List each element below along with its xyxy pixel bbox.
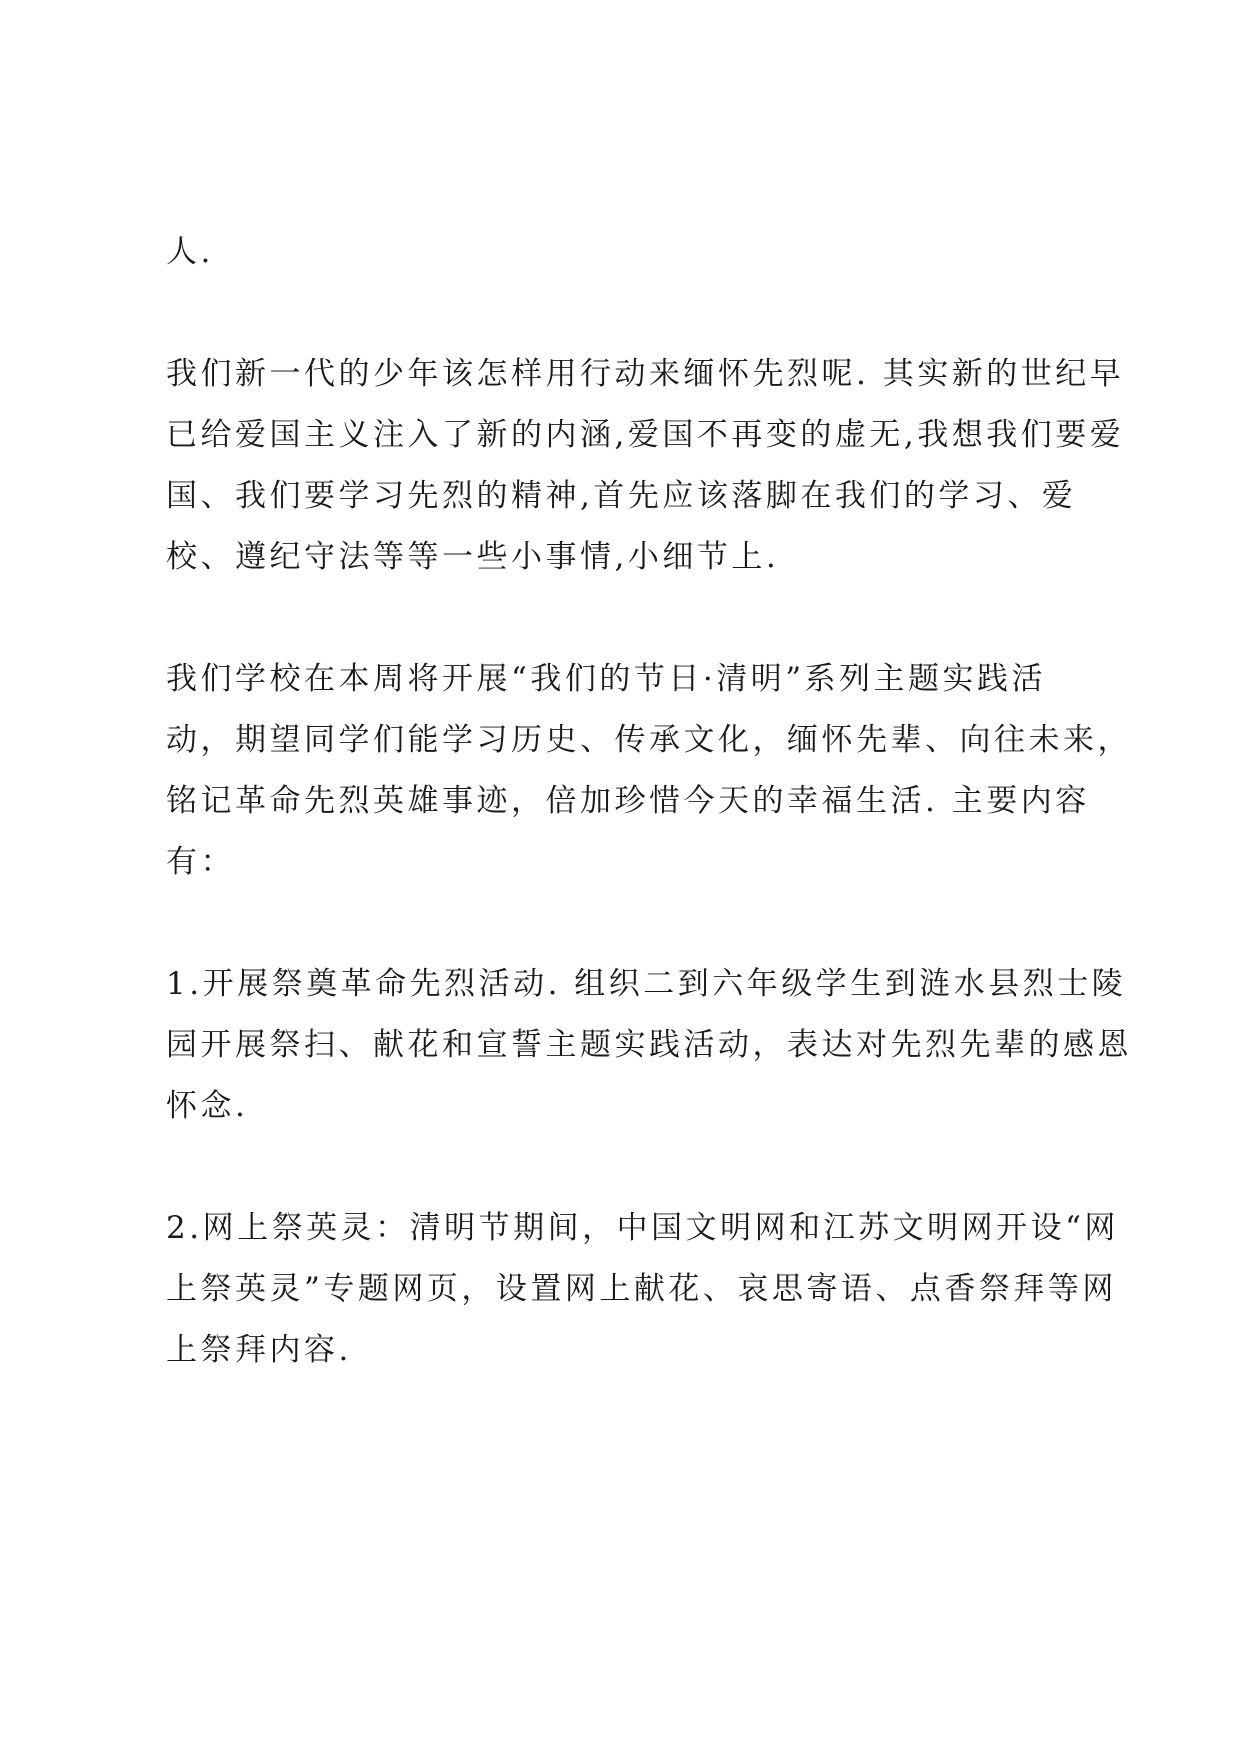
text-line: 铭记革命先烈英雄事迹，倍加珍惜今天的幸福生活. 主要内容 [166,783,1090,819]
document-body [166,222,1132,1381]
text-line: 我们学校在本周将开展“我们的节日·清明”系列主题实践活 [166,661,1047,697]
text-line: 人. [166,234,214,270]
text-line: 园开展祭扫、献花和宣誓主题实践活动，表达对先烈先辈的感恩 [166,1027,1132,1063]
text-line: 动，期望同学们能学习历史、传承文化，缅怀先辈、向往未来， [166,722,1132,758]
list-item-2 [166,1198,1119,1381]
paragraph-gap [166,283,1106,344]
text-line: 上祭英灵”专题网页，设置网上献花、哀思寄语、点香祭拜等网 [166,1271,1117,1307]
text-line: 有： [166,844,235,880]
paragraph-continuation [166,222,1106,283]
text-line: 上祭拜内容. [166,1332,352,1368]
paragraph-gap [166,893,1106,954]
text-line: 校、遵纪守法等等一些小事情,小细节上. [166,539,780,575]
paragraph-gap [166,588,1106,649]
text-line: 1.开展祭奠革命先烈活动. 组织二到六年级学生到涟水县烈士陵 [166,966,1127,1002]
list-item-1 [166,954,1132,1137]
paragraph-patriotism [166,344,1125,588]
text-line: 已给爱国主义注入了新的内涵,爱国不再变的虚无,我想我们要爱 [166,417,1125,453]
text-line: 2.网上祭英灵：清明节期间，中国文明网和江苏文明网开设“网 [166,1210,1119,1246]
paragraph-gap [166,1137,1106,1198]
text-line: 怀念. [166,1088,249,1124]
text-line: 我们新一代的少年该怎样用行动来缅怀先烈呢. 其实新的世纪早 [166,356,1125,392]
text-line: 国、我们要学习先烈的精神,首先应该落脚在我们的学习、爱 [166,478,1077,514]
paragraph-activities-intro [166,649,1132,893]
